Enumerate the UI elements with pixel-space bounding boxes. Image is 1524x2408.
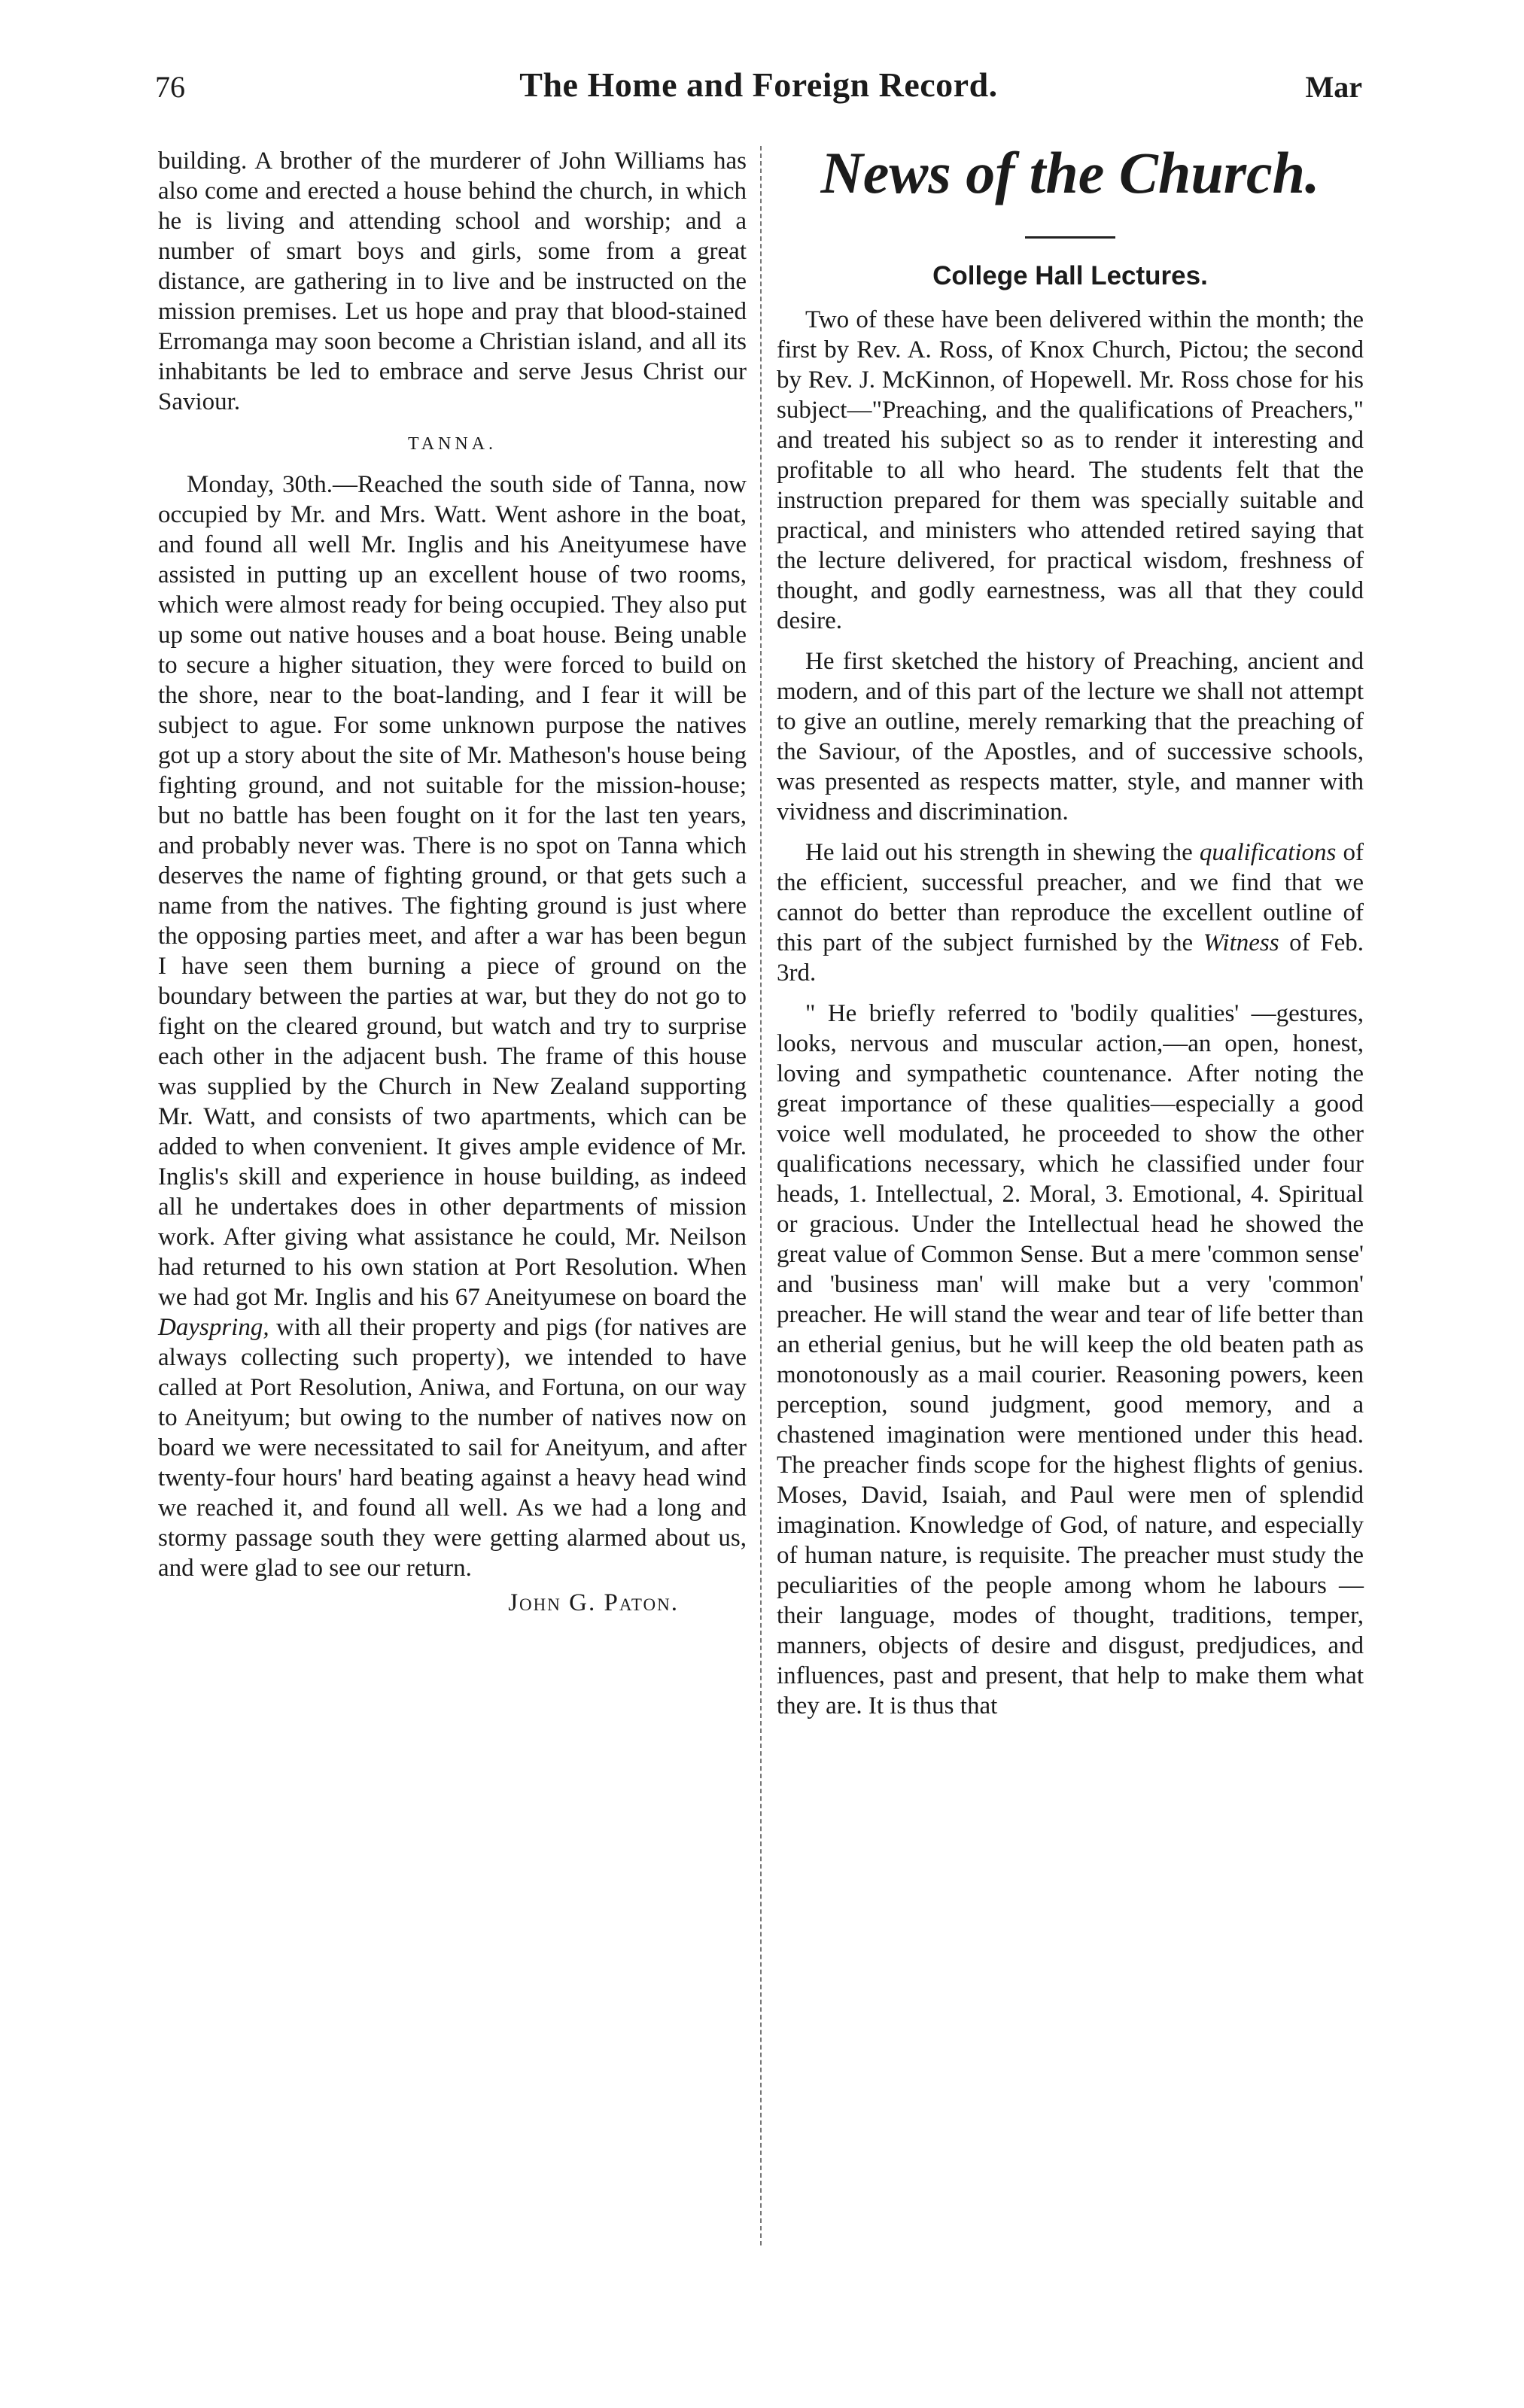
page-number: 76 [155,70,185,104]
qualifications-text-c: of Feb. 3rd. [777,929,1364,987]
qualifications-text-a: He laid out his strength in shewing the [805,839,1200,866]
left-column [158,146,747,1618]
paragraph-tanna-end: with all their property and pigs (for natives are always collecting such property), we intended to have called at Port Resolution, Aniwa, and Fortuna, on our way to Aneityum; but owing to the number of natives now on board we were necessitated to sail for Aneityum, and after twenty-four hours' hard beating against a heavy head wind we reached it, and found all well. As we had a long and stormy passage south they were getting alarmed about us, and were glad to see our return. [158,1314,747,1582]
right-column [777,140,1364,1721]
signature: John G. Paton. [508,1589,679,1616]
issue-month: Mar [1305,70,1362,104]
paragraph-tanna [158,470,747,1583]
article-title: College Hall Lectures. [932,261,1208,290]
paragraph-qualifications [777,838,1364,988]
paragraph-lectures: Two of these have been delivered within the month; the first by Rev. A. Ross, of Knox Church, Pictou; the second by Rev. J. McKinnon, of Hopewell. Mr. Ross chose for his subject—"Preaching, and the qualifications of Preachers," and treated his subject so as to render it interesting and profitable to all who heard. The students felt that the instruction prepared for them was specially suitable and practical, and ministers who attended retired saying that the lecture delivered, for practical wisdom, freshness of thought, and godly earnestness, was all that they could desire. [777,306,1364,634]
paragraph-tanna-text: Monday, 30th.—Reached the south side of Tanna, now occupied by Mr. and Mrs. Watt. Went ashore in the boat, and found all well Mr. Inglis and his Aneityumese have assisted in putting up an excellent house of two rooms, which were almost ready for being occupied. They also put up some out native houses and a boat house. Being unable to secure a higher situation, they were forced to build on the shore, near to the boat-landing, and I fear it will be subject to ague. For some unknown purpose the natives got up a story about the site of Mr. Matheson's house being fighting ground, and not suitable for the mission-house; but no battle has been fought on it for the last ten years, and probably never was. There is no spot on Tanna which deserves the name of fighting ground, or that gets such a name from the natives. The fighting ground is just where the opposing parties meet, and after a war has been begun I have seen them burning a piece of ground on the boundary between the parties at war, but they do not go to fight on the cleared ground, but watch and try to surprise each other in the adjacent bush. The frame of this house was supplied by the Church in New Zealand supporting Mr. Watt, and consists of two apartments, which can be added to when convenient. It gives ample evidence of Mr. Inglis's skill and experience in house building, as indeed all he undertakes does in other departments of mission work. After giving what assistance he could, Mr. Neilson had returned to his own station at Port Resolution. When we had got Mr. Inglis and his 67 Aneityumese on board the [158,471,747,1311]
witness-title: Witness [1203,929,1279,956]
column-divider [760,146,762,2245]
qualifications-text-b: of the efficient, successful preacher, and we find that we cannot do better than reproduce the excellent outline of this part of the subject furnished by the [777,839,1364,956]
journal-title: The Home and Foreign Record. [519,65,998,104]
ship-name: Dayspring, [158,1314,269,1341]
section-heading-tanna: TANNA. [407,434,497,454]
qualifications-emphasis: qualifications [1199,839,1337,866]
title-rule [1025,236,1115,239]
paragraph-erromanga: building. A brother of the murderer of John Williams has also come and erected a house behind the church, in which he is living and attending school and worship; and a number of smart boys and girls, some from a great distance, are gathering in to live and be instructed on the mission premises. Let us hope and pray that blood-stained Erromanga may soon become a Christian island, and all its inhabitants be led to embrace and serve Jesus Christ our Saviour. [158,147,747,415]
paragraph-quote: " He briefly referred to 'bodily qualities' —gestures, looks, nervous and muscular action,—an open, honest, loving and sympathetic countenance. After noting the great importance of these qualities—especially a good voice well modulated, he proceeded to show the other qualifications necessary, which he classified under four heads, 1. Intellectual, 2. Moral, 3. Emotional, 4. Spiritual or gracious. Under the Intellectual head he showed the great value of Common Sense. But a mere 'common sense' and 'business man' will make but a very 'common' preacher. He will stand the wear and tear of life better than an etherial genius, but he will keep the old beaten path as monotonously as a mail courier. Reasoning powers, keen perception, sound judgment, good memory, and a chastened imagination were mentioned under this head. The preacher finds scope for the highest flights of genius. Moses, David, Isaiah, and Paul were men of splendid imagination. Knowledge of God, of nature, and especially of human nature, is requisite. The preacher must study the peculiarities of the people among whom he labours — their language, modes of thought, traditions, temper, manners, objects of desire and disgust, predjudices, and influences, past and present, that help to make them what they are. It is thus that [777,1000,1364,1719]
section-title: News of the Church. [820,140,1320,205]
paragraph-history: He first sketched the history of Preaching, ancient and modern, and of this part of the lecture we shall not attempt to give an outline, merely remarking that the preaching of the Saviour, of the Apostles, and of successive schools, was presented as respects matter, style, and manner with vividness and discrimination. [777,648,1364,825]
running-head [155,65,1362,117]
